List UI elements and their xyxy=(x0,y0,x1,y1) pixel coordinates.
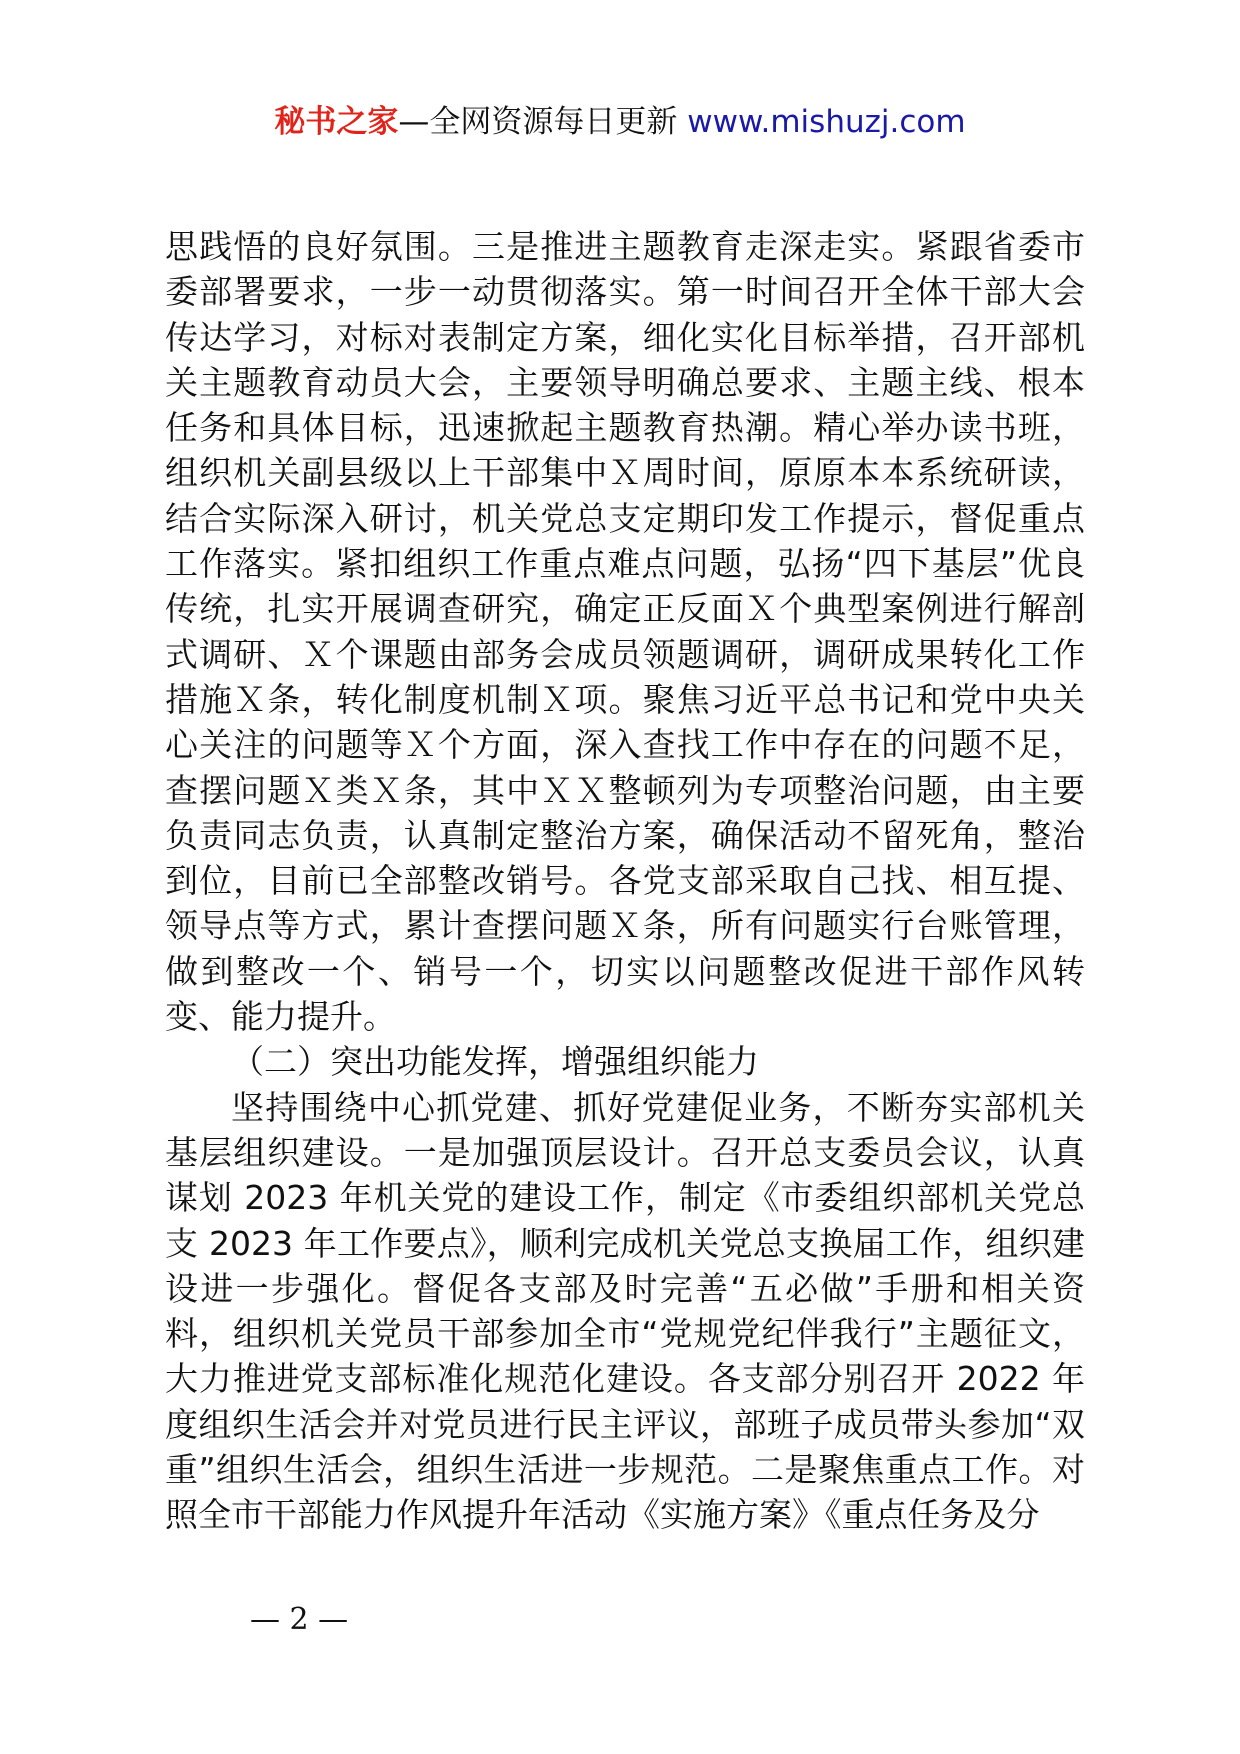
site-tagline: —全网资源每日更新 xyxy=(398,104,678,140)
document-body xyxy=(165,224,1085,1538)
page-number: — 2 — xyxy=(250,1602,349,1637)
site-url[interactable]: www.mishuzj.com xyxy=(687,104,966,140)
site-header xyxy=(0,100,1240,144)
body-paragraph-2: 坚持围绕中心抓党建、抓好党建促业务，不断夯实部机关基层组织建设。一是加强顶层设计。召开总支委员会议，认真谋划 2023 年机关党的建设工作，制定《市委组织部机关党总支 2023 年工作要点》，顺利完成机关党总支换届工作，组织建设进一步强化。督促各支部及时完善“五必做”手册和相关资料，组织机关党员干部参加全市“党规党纪伴我行”主题征文，大力推进党支部标准化规范化建设。各支部分别召开 2022 年度组织生活会并对党员进行民主评议，部班子成员带头参加“双重”组织生活会，组织生活进一步规范。二是聚焦重点工作。对照全市干部能力作风提升年活动《实施方案》《重点任务及分 xyxy=(165,1087,1085,1535)
section-heading-2: （二）突出功能发挥，增强组织能力 xyxy=(231,1042,759,1082)
body-paragraph-1: 思践悟的良好氛围。三是推进主题教育走深走实。紧跟省委市委部署要求，一步一动贯彻落实。第一时间召开全体干部大会传达学习，对标对表制定方案，细化实化目标举措，召开部机关主题教育动员大会，主要领导明确总要求、主题主线、根本任务和具体目标，迅速掀起主题教育热潮。精心举办读书班，组织机关副县级以上干部集中Ｘ周时间，原原本本系统研读，结合实际深入研讨，机关党总支定期印发工作提示，督促重点工作落实。紧扣组织工作重点难点问题，弘扬“四下基层”优良传统，扎实开展调查研究，确定正反面Ｘ个典型案例进行解剖式调研、Ｘ个课题由部务会成员领题调研，调研成果转化工作措施Ｘ条，转化制度机制Ｘ项。聚焦习近平总书记和党中央关心关注的问题等Ｘ个方面，深入查找工作中存在的问题不足，查摆问题Ｘ类Ｘ条，其中ＸＸ整顿列为专项整治问题，由主要负责同志负责，认真制定整治方案，确保活动不留死角，整治到位，目前已全部整改销号。各党支部采取自己找、相互提、领导点等方式，累计查摆问题Ｘ条，所有问题实行台账管理，做到整改一个、销号一个，切实以问题整改促进干部作风转变、能力提升。 xyxy=(165,227,1085,1037)
site-brand: 秘书之家 xyxy=(274,104,399,140)
